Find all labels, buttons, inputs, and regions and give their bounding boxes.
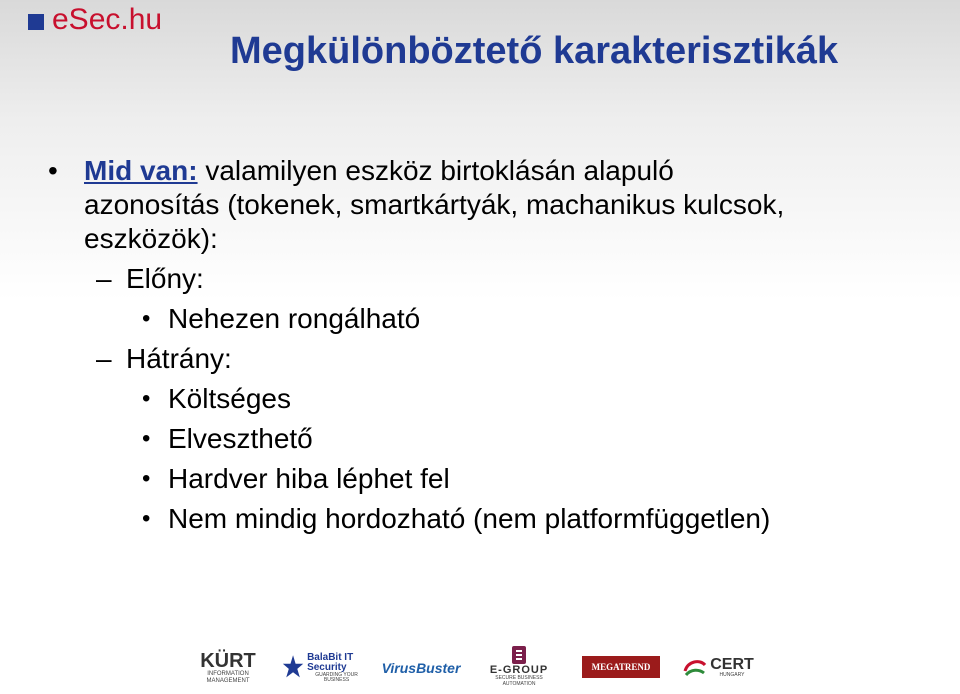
- cert-logo-name: CERT: [710, 656, 754, 674]
- egroup-logo-sub: SECURE BUSINESS AUTOMATION: [495, 675, 543, 687]
- slide-content: [48, 154, 928, 536]
- esec-logo: [28, 3, 163, 36]
- advantage-heading: [48, 262, 928, 296]
- bullet-icon: •: [142, 305, 151, 332]
- bullet-icon: •: [142, 425, 151, 452]
- advantage-text: Nehezen rongálható: [168, 303, 421, 334]
- kurt-logo-sub: INFORMATION MANAGEMENT: [206, 671, 250, 684]
- dash-icon: –: [96, 263, 112, 294]
- list-item: [48, 422, 928, 456]
- kurt-logo-name: KÜRT: [200, 650, 256, 673]
- point-label: Mid van:: [84, 155, 198, 186]
- advantage-label: Előny:: [126, 263, 204, 294]
- virusbuster-logo: [380, 654, 462, 682]
- megatrend-logo-name: MEGATREND: [591, 661, 651, 672]
- disadvantage-text: Hardver hiba léphet fel: [168, 463, 450, 494]
- cert-swoosh-icon: [682, 655, 708, 681]
- point-text-2: azonosítás (tokenek, smartkártyák, machanikus kulcsok,: [84, 189, 785, 220]
- bullet-icon: •: [48, 155, 58, 186]
- list-item: [48, 502, 928, 536]
- virusbuster-logo-name: VirusBuster: [381, 660, 461, 676]
- logo-text: eSec.hu: [52, 3, 163, 36]
- bullet-icon: •: [142, 465, 151, 492]
- cert-logo: [678, 650, 758, 686]
- kurt-logo: [190, 648, 266, 688]
- disadvantage-text: Nem mindig hordozható (nem platformfüggetlen): [168, 503, 771, 534]
- disadvantage-text: Költséges: [168, 383, 291, 414]
- disadvantage-heading: [48, 342, 928, 376]
- point-text-1: valamilyen eszköz birtoklásán alapuló: [197, 155, 674, 186]
- sponsor-logos: [0, 636, 960, 694]
- egroup-mark-icon: [510, 645, 528, 665]
- egroup-logo: [478, 640, 560, 692]
- cert-logo-sub: HUNGARY: [719, 672, 745, 679]
- list-item: [48, 302, 928, 336]
- list-item: [48, 462, 928, 496]
- bullet-icon: •: [142, 385, 151, 412]
- slide-title: Megkülönböztető karakterisztikák: [230, 30, 839, 72]
- point-text-3: eszközök):: [84, 223, 218, 254]
- main-point: [48, 154, 928, 256]
- logo-square-icon: [28, 14, 44, 30]
- balabit-star-icon: [282, 651, 304, 685]
- disadvantage-label: Hátrány:: [126, 343, 232, 374]
- dash-icon: –: [96, 343, 112, 374]
- disadvantage-text: Elveszthető: [168, 423, 313, 454]
- megatrend-logo: [582, 656, 660, 678]
- balabit-logo: [282, 646, 366, 690]
- list-item: [48, 382, 928, 416]
- balabit-logo-sub: GUARDING YOUR BUSINESS: [315, 671, 358, 683]
- bullet-icon: •: [142, 505, 151, 532]
- balabit-logo-name: BalaBit IT Security: [307, 651, 354, 673]
- egroup-logo-name: E-GROUP: [489, 664, 549, 676]
